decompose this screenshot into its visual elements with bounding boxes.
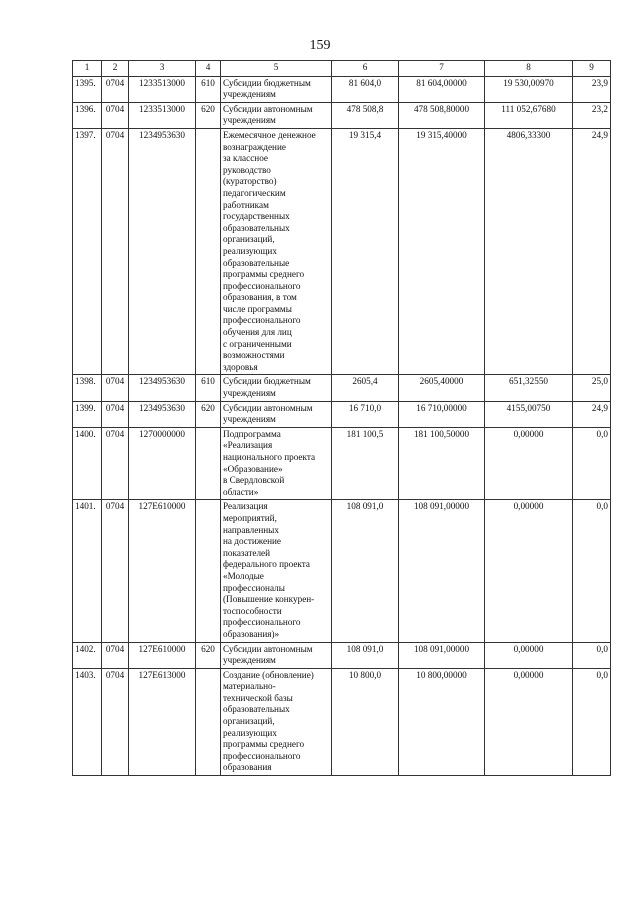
header-cell: 3 — [129, 61, 196, 77]
table-row — [73, 102, 611, 128]
target-code: 1234953630 — [129, 401, 196, 427]
header-cell: 5 — [221, 61, 332, 77]
item-name: Создание (обновление) материально- технической базы образовательных организаций, реализующих программы среднего профессионального образования — [221, 668, 332, 775]
item-name: Субсидии автономным учреждениям — [221, 642, 332, 668]
table-row — [73, 427, 611, 500]
item-name: Подпрограмма «Реализация национального проекта «Образование» в Свердловской области» — [221, 427, 332, 500]
header-cell: 8 — [485, 61, 573, 77]
target-code: 1270000000 — [129, 427, 196, 500]
execution-percent: 0,0 — [573, 427, 611, 500]
expense-kind: 610 — [196, 375, 221, 401]
row-number: 1395. — [73, 76, 102, 102]
row-number: 1401. — [73, 500, 102, 642]
table-row — [73, 401, 611, 427]
table-row — [73, 500, 611, 642]
table-row — [73, 76, 611, 102]
approved-amount: 19 315,40000 — [399, 128, 485, 374]
plan-amount: 16 710,0 — [332, 401, 399, 427]
section-code: 0704 — [102, 427, 129, 500]
executed-amount: 0,00000 — [485, 500, 573, 642]
expense-kind: 620 — [196, 401, 221, 427]
executed-amount: 0,00000 — [485, 668, 573, 775]
approved-amount: 16 710,00000 — [399, 401, 485, 427]
header-cell: 6 — [332, 61, 399, 77]
plan-amount: 10 800,0 — [332, 668, 399, 775]
section-code: 0704 — [102, 375, 129, 401]
header-cell: 4 — [196, 61, 221, 77]
section-code: 0704 — [102, 102, 129, 128]
execution-percent: 0,0 — [573, 500, 611, 642]
execution-percent: 24,9 — [573, 401, 611, 427]
row-number: 1403. — [73, 668, 102, 775]
target-code: 1233513000 — [129, 102, 196, 128]
approved-amount: 10 800,00000 — [399, 668, 485, 775]
executed-amount: 111 052,67680 — [485, 102, 573, 128]
header-cell: 1 — [73, 61, 102, 77]
expense-kind — [196, 500, 221, 642]
row-number: 1399. — [73, 401, 102, 427]
item-name: Реализация мероприятий, направленных на достижение показателей федерального проекта «Молодые профессионалы (Повышение конкурен- тоспособности профессионального образования)» — [221, 500, 332, 642]
table-row — [73, 668, 611, 775]
approved-amount: 478 508,80000 — [399, 102, 485, 128]
page-number: 159 — [309, 38, 331, 53]
execution-percent: 23,9 — [573, 76, 611, 102]
executed-amount: 4806,33300 — [485, 128, 573, 374]
row-number: 1402. — [73, 642, 102, 668]
section-code: 0704 — [102, 76, 129, 102]
executed-amount: 0,00000 — [485, 427, 573, 500]
row-number: 1398. — [73, 375, 102, 401]
target-code: 1234953630 — [129, 375, 196, 401]
header-row — [73, 61, 611, 77]
approved-amount: 108 091,00000 — [399, 500, 485, 642]
target-code: 127E610000 — [129, 642, 196, 668]
row-number: 1396. — [73, 102, 102, 128]
plan-amount: 181 100,5 — [332, 427, 399, 500]
budget-table — [72, 60, 611, 776]
header-cell: 2 — [102, 61, 129, 77]
target-code: 127E610000 — [129, 500, 196, 642]
item-name: Ежемесячное денежное вознаграждение за классное руководство (кураторство) педагогическим работникам государственных образовательных организаций, реализующих образовательные программы среднего профессионального образования, в том числе программы профессионального обучения для лиц с ограниченными возможностями здоровья — [221, 128, 332, 374]
executed-amount: 651,32550 — [485, 375, 573, 401]
execution-percent: 23,2 — [573, 102, 611, 128]
section-code: 0704 — [102, 128, 129, 374]
expense-kind — [196, 128, 221, 374]
section-code: 0704 — [102, 500, 129, 642]
executed-amount: 4155,00750 — [485, 401, 573, 427]
header-cell: 9 — [573, 61, 611, 77]
plan-amount: 108 091,0 — [332, 642, 399, 668]
table-row — [73, 375, 611, 401]
expense-kind — [196, 427, 221, 500]
section-code: 0704 — [102, 401, 129, 427]
expense-kind: 620 — [196, 102, 221, 128]
plan-amount: 478 508,8 — [332, 102, 399, 128]
plan-amount: 108 091,0 — [332, 500, 399, 642]
table-row — [73, 642, 611, 668]
plan-amount: 19 315,4 — [332, 128, 399, 374]
execution-percent: 25,0 — [573, 375, 611, 401]
header-cell: 7 — [399, 61, 485, 77]
table-row — [73, 128, 611, 374]
executed-amount: 0,00000 — [485, 642, 573, 668]
plan-amount: 81 604,0 — [332, 76, 399, 102]
target-code: 1234953630 — [129, 128, 196, 374]
row-number: 1400. — [73, 427, 102, 500]
item-name: Субсидии бюджетным учреждениям — [221, 375, 332, 401]
expense-kind: 620 — [196, 642, 221, 668]
executed-amount: 19 530,00970 — [485, 76, 573, 102]
section-code: 0704 — [102, 668, 129, 775]
approved-amount: 81 604,00000 — [399, 76, 485, 102]
target-code: 127E613000 — [129, 668, 196, 775]
execution-percent: 24,9 — [573, 128, 611, 374]
plan-amount: 2605,4 — [332, 375, 399, 401]
expense-kind: 610 — [196, 76, 221, 102]
section-code: 0704 — [102, 642, 129, 668]
approved-amount: 2605,40000 — [399, 375, 485, 401]
target-code: 1233513000 — [129, 76, 196, 102]
approved-amount: 181 100,50000 — [399, 427, 485, 500]
item-name: Субсидии автономным учреждениям — [221, 401, 332, 427]
row-number: 1397. — [73, 128, 102, 374]
execution-percent: 0,0 — [573, 668, 611, 775]
item-name: Субсидии автономным учреждениям — [221, 102, 332, 128]
expense-kind — [196, 668, 221, 775]
execution-percent: 0,0 — [573, 642, 611, 668]
item-name: Субсидии бюджетным учреждениям — [221, 76, 332, 102]
approved-amount: 108 091,00000 — [399, 642, 485, 668]
